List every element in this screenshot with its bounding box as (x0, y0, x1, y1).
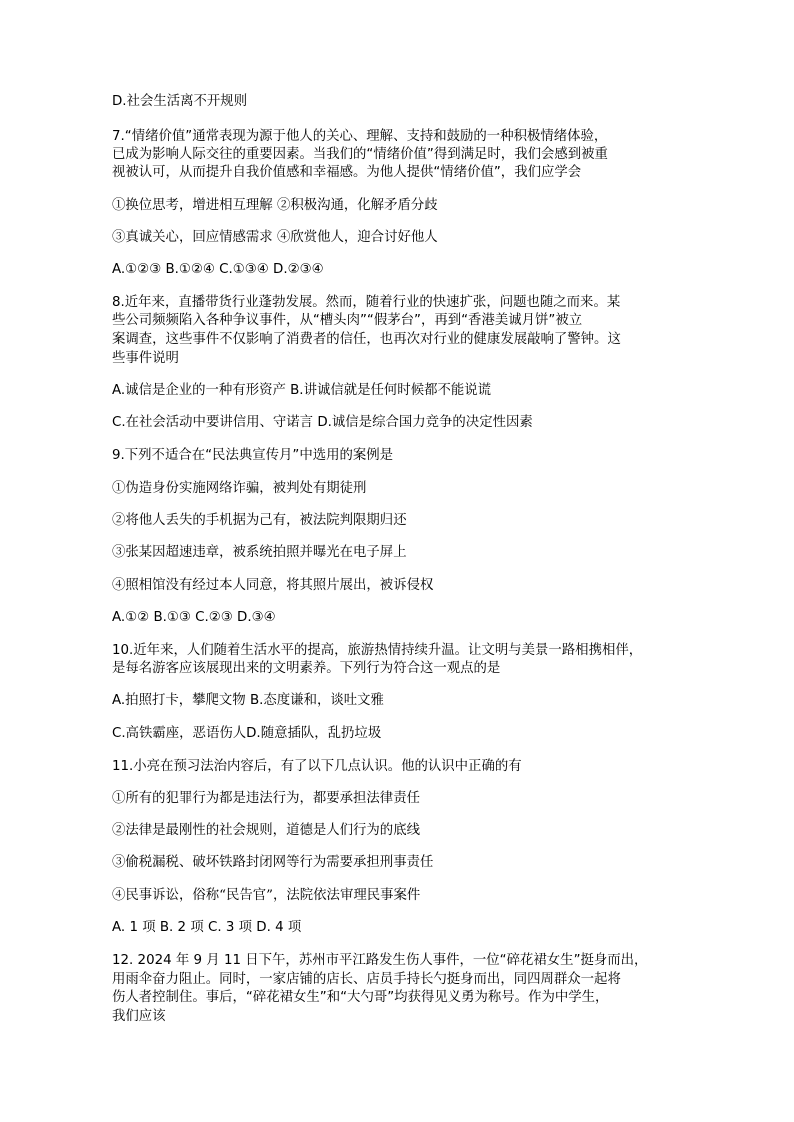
q12-stem-line-1: 12. 2024 年 9 月 11 日下午，苏州市平江路发生伤人事件，一位“碎花裙女生”挺身而出， (112, 953, 648, 968)
q12-stem-line-2: 用雨伞奋力阻止。同时，一家店铺的店长、店员手持长勺挺身而出，同四周群众一起将 (112, 972, 621, 987)
q7-items-1-2: ①换位思考，增进相互理解 ②积极沟通，化解矛盾分歧 (112, 198, 438, 213)
q9-options: A.①② B.①③ C.②③ D.③④ (112, 610, 276, 625)
q11-item-3: ③偷税漏税、破坏铁路封闭网等行为需要承担刑事责任 (112, 855, 434, 870)
q7-options: A.①②③ B.①②④ C.①③④ D.②③④ (112, 262, 324, 277)
q8-stem-line-3: 案调查，这些事件不仅影响了消费者的信任，也再次对行业的健康发展敲响了警钟。这 (112, 332, 621, 347)
q9-stem: 9.下列不适合在“民法典宣传月”中选用的案例是 (112, 448, 394, 463)
q12-stem-line-3: 伤人者控制住。事后，“碎花裙女生”和“大勺哥”均获得见义勇为称号。作为中学生， (112, 990, 609, 1005)
q9-item-1: ①伪造身份实施网络诈骗，被判处有期徒刑 (112, 481, 367, 496)
q8-options-c-d: C.在社会活动中要讲信用、守诺言 D.诚信是综合国力竞争的决定性因素 (112, 415, 533, 430)
q10-options-c-d: C.高铁霸座，恶语伤人D.随意插队，乱扔垃圾 (112, 726, 382, 741)
q7-items-3-4: ③真诚关心，回应情感需求 ④欣赏他人，迎合讨好他人 (112, 230, 438, 245)
q7-stem-line-1: 7.“情绪价值”通常表现为源于他人的关心、理解、支持和鼓励的一种积极情绪体验， (112, 129, 608, 144)
q9-item-3: ③张某因超速违章，被系统拍照并曝光在电子屏上 (112, 545, 407, 560)
q11-options: A. 1 项 B. 2 项 C. 3 项 D. 4 项 (112, 920, 302, 935)
q7-stem-line-2: 已成为影响人际交往的重要因素。当我们的“情绪价值”得到满足时，我们会感到被重 (112, 147, 608, 162)
q10-options-a-b: A.拍照打卡，攀爬文物 B.态度谦和，谈吐文雅 (112, 693, 384, 708)
q10-stem-line-2: 是每名游客应该展现出来的文明素养。下列行为符合这一观点的是 (112, 661, 501, 676)
q6-option-d: D.社会生活离不开规则 (112, 94, 248, 109)
q11-item-2: ②法律是最刚性的社会规则，道德是人们行为的底线 (112, 823, 420, 838)
q8-stem-line-2: 些公司频频陷入各种争议事件，从“槽头肉”“假茅台”，再到“香港美诚月饼”被立 (112, 313, 583, 328)
q12-stem-line-4: 我们应该 (112, 1009, 166, 1024)
q10-stem-line-1: 10.近年来，人们随着生活水平的提高，旅游热情持续升温。让文明与美景一路相携相伴， (112, 643, 643, 658)
q8-stem-line-4: 些事件说明 (112, 351, 179, 366)
q8-options-a-b: A.诚信是企业的一种有形资产 B.讲诚信就是任何时候都不能说谎 (112, 383, 492, 398)
q9-item-4: ④照相馆没有经过本人同意，将其照片展出，被诉侵权 (112, 578, 434, 593)
q11-item-4: ④民事诉讼，俗称“民告官”，法院依法审理民事案件 (112, 888, 421, 903)
q9-item-2: ②将他人丢失的手机据为己有，被法院判限期归还 (112, 513, 407, 528)
q11-stem: 11.小亮在预习法治内容后，有了以下几点认识。他的认识中正确的有 (112, 759, 522, 774)
q8-stem-line-1: 8.近年来，直播带货行业蓬勃发展。然而，随着行业的快速扩张，问题也随之而来。某 (112, 295, 621, 310)
q7-stem-line-3: 视被认可，从而提升自我价值感和幸福感。为他人提供“情绪价值”，我们应学会 (112, 165, 582, 180)
q11-item-1: ①所有的犯罪行为都是违法行为，都要承担法律责任 (112, 791, 420, 806)
